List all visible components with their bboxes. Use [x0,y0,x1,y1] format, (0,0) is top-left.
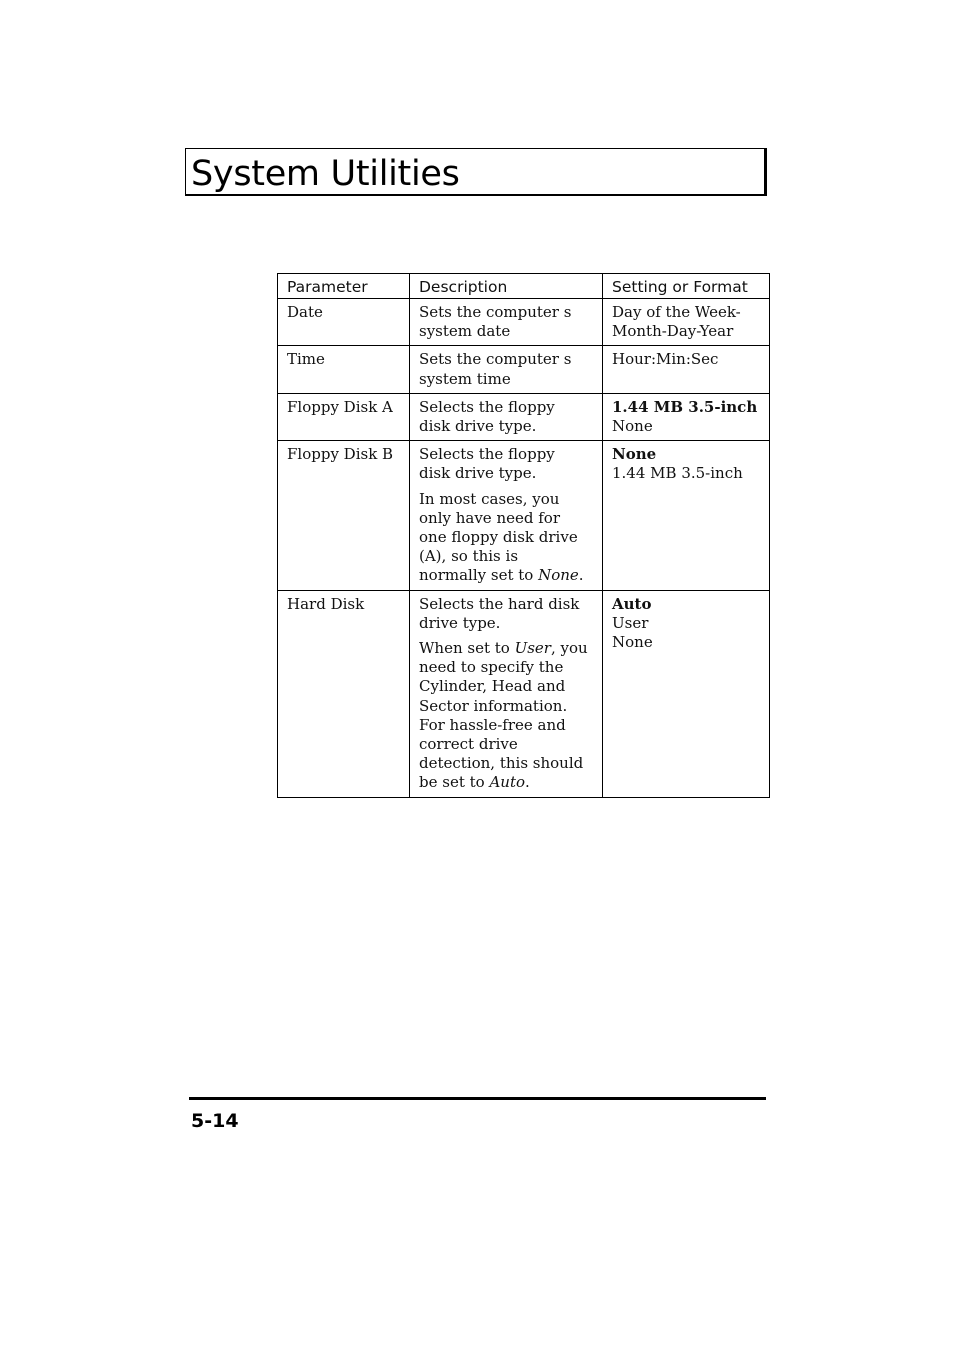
description-line: Selects the floppy [419,397,555,416]
setting-value: None [612,633,653,652]
description-line: Selects the floppy [419,445,555,464]
description-line: need to specify the [419,658,564,677]
description-cell [410,346,603,393]
text-run: . [578,566,584,585]
setting-default-value: None [612,445,657,464]
setting-value: 1.44 MB 3.5-inch [612,464,743,483]
table-row-floppy-a [278,393,770,440]
setting-cell [603,299,770,346]
text-run: be set to [419,773,490,792]
setting-value: Day of the Week- [612,303,741,321]
italic-term: Auto [489,773,526,792]
setting-value: Month-Day-Year [612,322,734,341]
description-line: system date [419,322,511,341]
parameter-cell: Hard Disk [278,590,410,797]
description-line: detection, this should [419,754,584,773]
description-line: system time [419,369,511,388]
description-line: In most cases, you [419,489,560,508]
description-line [419,773,594,792]
column-header-setting: Setting or Format [603,274,770,299]
text-run: When set to [419,639,515,658]
description-line: (A), so this is [419,547,519,566]
italic-term: None [538,566,579,585]
description-cell [410,299,603,346]
description-cell [410,441,603,590]
description-paragraph [419,490,594,586]
page-number: 5-14 [191,1110,239,1132]
setting-value: User [612,613,649,632]
description-cell [410,393,603,440]
description-line [419,639,594,658]
table-row-floppy-b [278,441,770,590]
description-line: disk drive type. [419,464,537,483]
setting-cell [603,346,770,393]
text-run: , you [550,639,588,658]
table-header-row [278,274,770,299]
footer-divider [189,1097,766,1100]
chapter-title: System Utilities [191,154,460,194]
column-header-parameter: Parameter [278,274,410,299]
parameter-cell: Floppy Disk A [278,393,410,440]
description-line: one floppy disk drive [419,528,578,547]
setting-default-value: Auto [612,594,652,613]
setting-value: Hour:Min:Sec [612,350,719,369]
description-line: Sets the computer s [419,303,572,321]
description-line: For hassle-free and [419,715,566,734]
description-line: correct drive [419,735,518,754]
parameter-cell: Floppy Disk B [278,441,410,590]
column-header-description: Description [410,274,603,299]
description-line: Selects the hard disk [419,594,580,613]
description-line: Sector information. [419,696,568,715]
setting-default-value: 1.44 MB 3.5-inch [612,397,758,416]
description-line: drive type. [419,613,501,632]
setting-cell [603,441,770,590]
italic-term: User [514,639,551,658]
table-row-time [278,346,770,393]
description-cell [410,590,603,797]
setting-value: None [612,417,653,436]
description-paragraph [419,639,594,793]
description-line: disk drive type. [419,417,537,436]
text-run: normally set to [419,566,539,585]
description-line: Sets the computer s [419,350,572,369]
description-line: Cylinder, Head and [419,677,566,696]
text-run: . [525,773,530,792]
parameter-cell: Date [278,299,410,346]
parameter-table [277,273,770,798]
table-row-hard-disk [278,590,770,797]
parameter-cell: Time [278,346,410,393]
setting-cell [603,393,770,440]
setting-cell [603,590,770,797]
description-line [419,566,594,585]
description-line: only have need for [419,508,560,527]
table-row-date [278,299,770,346]
chapter-title-box [185,148,767,196]
